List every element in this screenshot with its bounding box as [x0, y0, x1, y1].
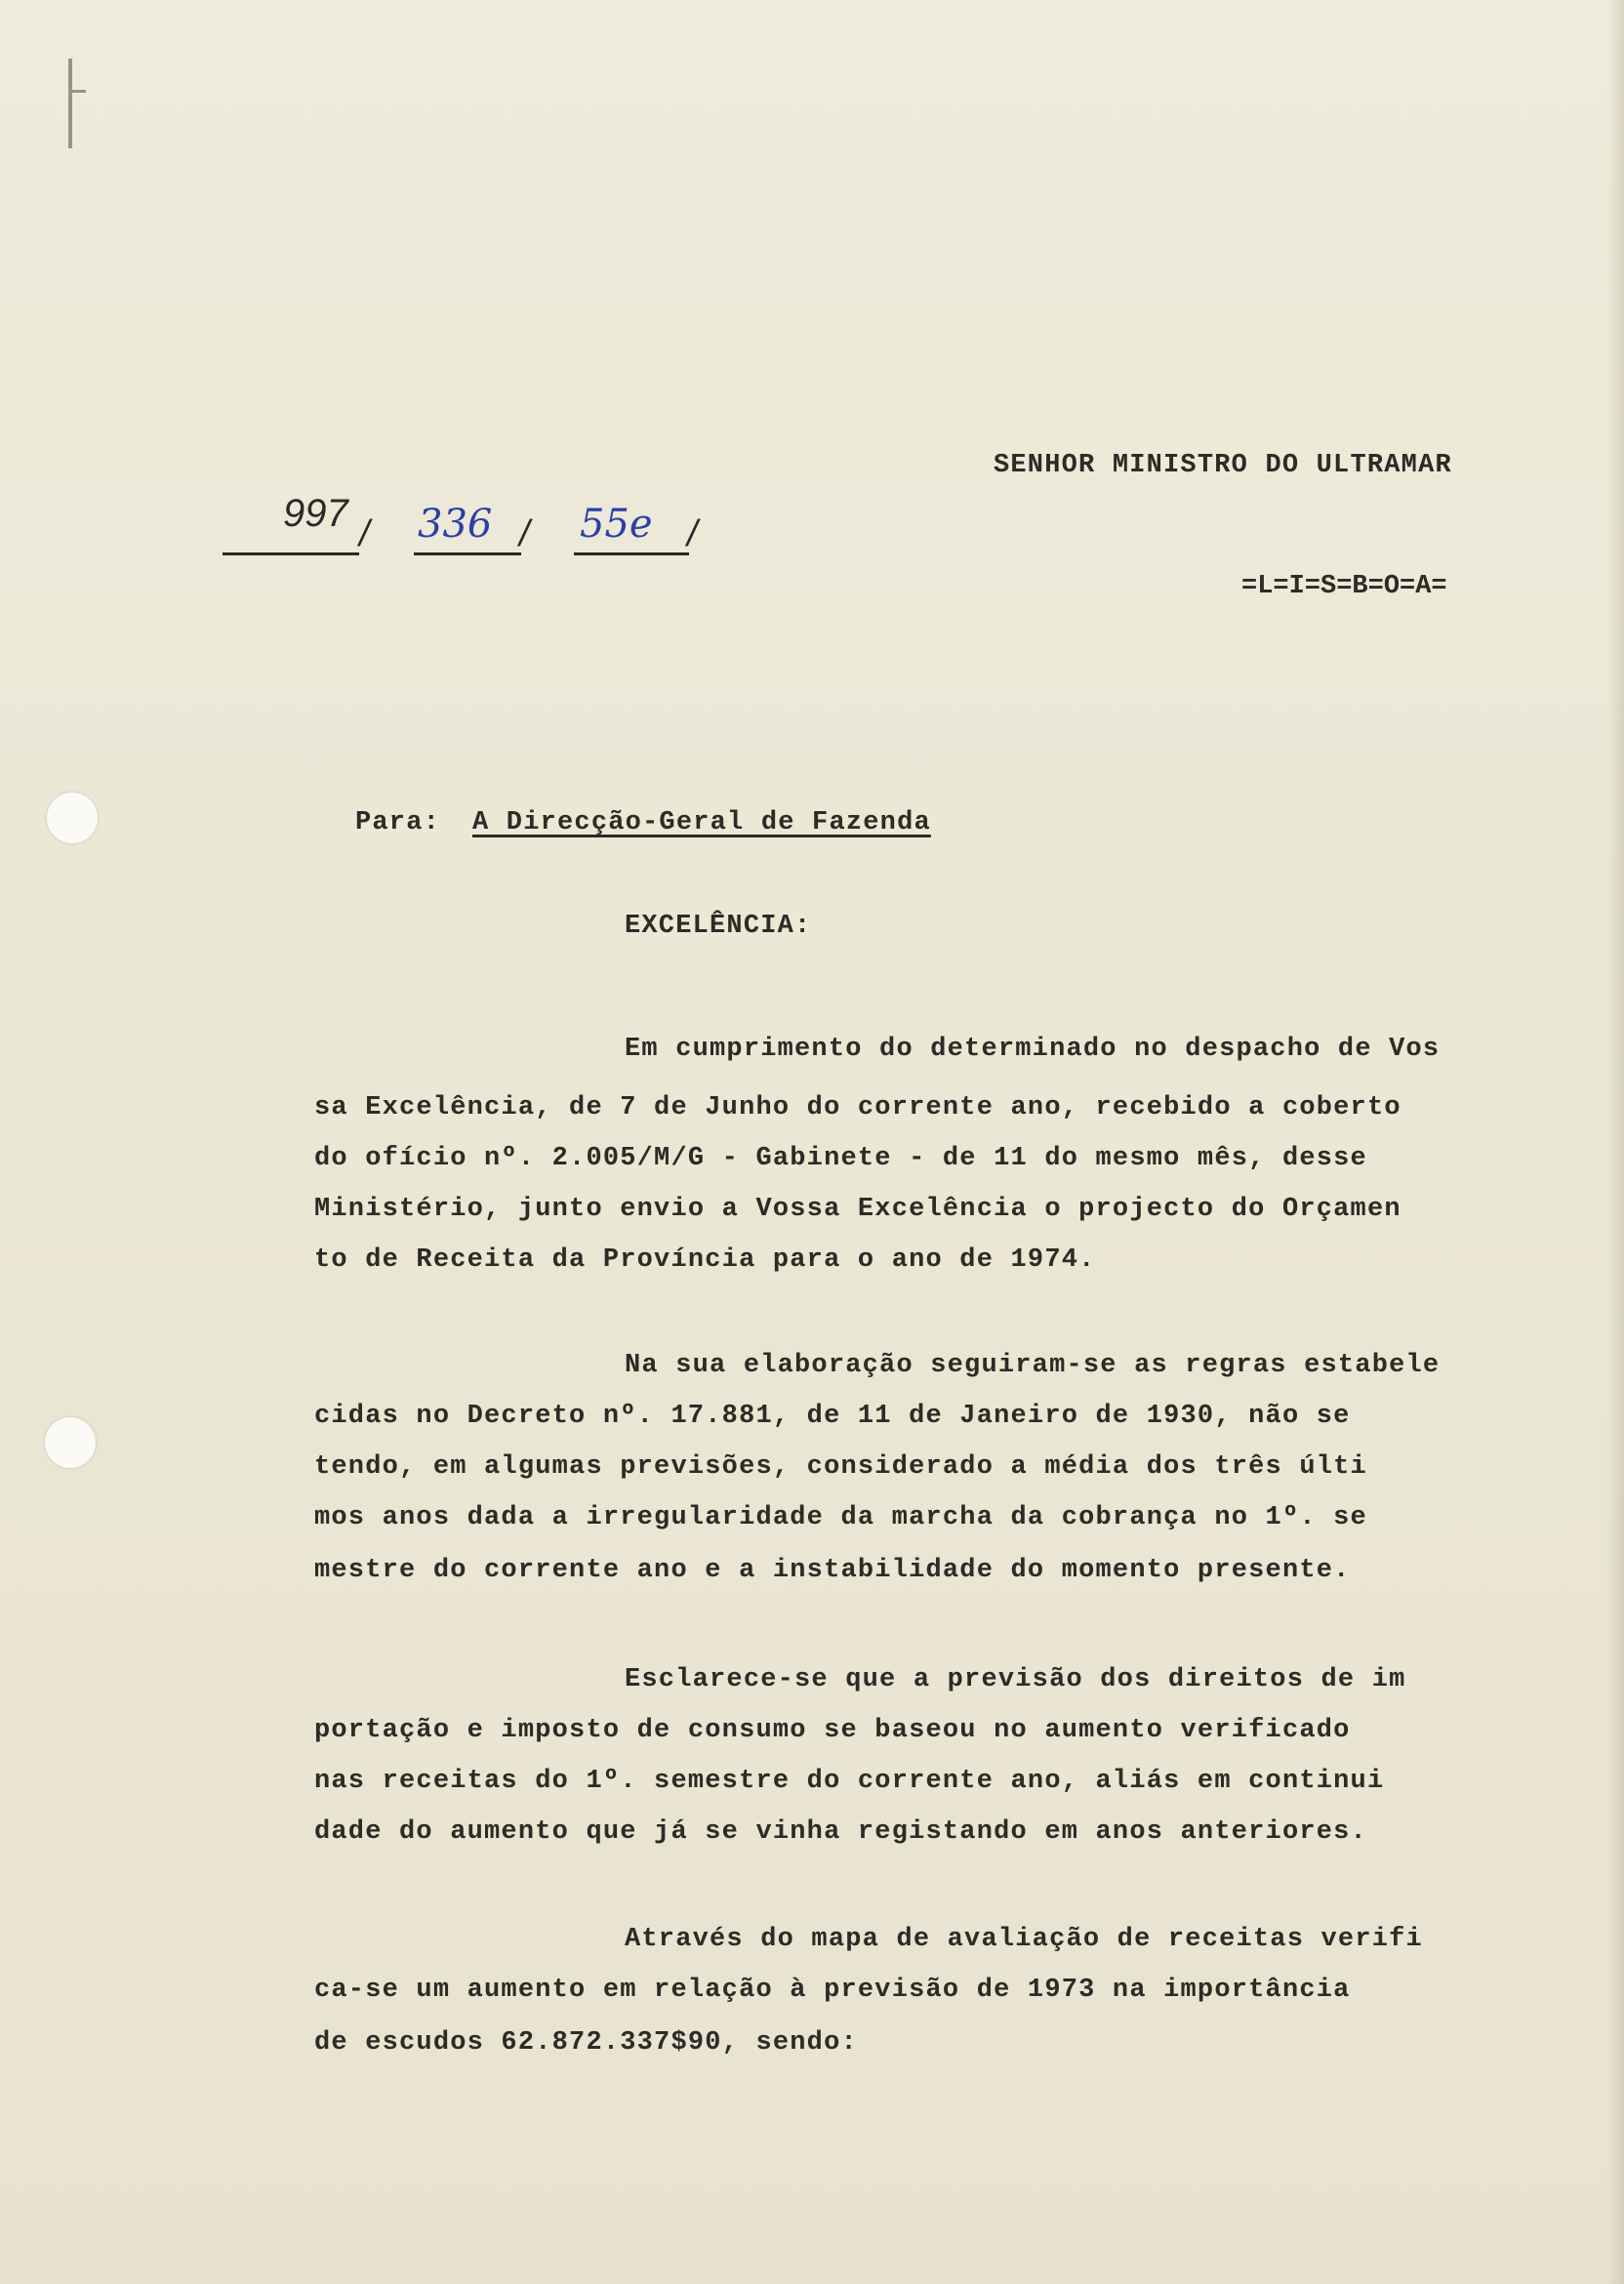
reference-rule-1	[223, 552, 359, 555]
reference-handwritten-1: 336	[418, 502, 493, 547]
paragraph-3-line-4: dade do aumento que já se vinha registando em anos anteriores.	[314, 1817, 1367, 1847]
reference-slash-1: /	[359, 513, 370, 554]
paragraph-4-line-3: de escudos 62.872.337$90, sendo:	[314, 2028, 858, 2058]
paragraph-2-line-3: tendo, em algumas previsões, considerado a média dos três últi	[314, 1452, 1367, 1482]
reference-slash-3: /	[687, 513, 698, 554]
salutation: EXCELÊNCIA:	[625, 912, 812, 941]
paragraph-2-line-5: mestre do corrente ano e a instabilidade do momento presente.	[314, 1556, 1351, 1585]
punch-hole-bottom	[45, 1417, 96, 1468]
reference-slash-2: /	[519, 513, 530, 554]
recipient-heading: SENHOR MINISTRO DO ULTRAMAR	[994, 451, 1452, 480]
para-destination: A Direcção-Geral de Fazenda	[472, 808, 931, 837]
paragraph-3-line-2: portação e imposto de consumo se baseou no aumento verificado	[314, 1716, 1351, 1745]
paragraph-2-line-1: Na sua elaboração seguiram-se as regras estabele	[625, 1351, 1441, 1380]
paragraph-4-line-2: ca-se um aumento em relação à previsão de 1973 na importância	[314, 1976, 1351, 2005]
paragraph-2-line-4: mos anos dada a irregularidade da marcha da cobrança no 1º. se	[314, 1503, 1367, 1532]
punch-hole-top	[47, 793, 98, 843]
staple-mark-tick	[70, 90, 86, 93]
page-edge-shadow	[1606, 0, 1624, 2284]
reference-numbers	[223, 488, 710, 576]
paragraph-1-line-4: Ministério, junto envio a Vossa Excelência o projecto do Orçamen	[314, 1195, 1401, 1224]
paragraph-1-line-2: sa Excelência, de 7 de Junho do corrente ano, recebido a coberto	[314, 1093, 1401, 1122]
paragraph-1-line-3: do ofício nº. 2.005/M/G - Gabinete - de 11 do mesmo mês, desse	[314, 1144, 1367, 1173]
staple-mark	[68, 59, 72, 148]
reference-typed-number: 997	[283, 492, 348, 535]
paragraph-3-line-3: nas receitas do 1º. semestre do corrente ano, aliás em continui	[314, 1767, 1385, 1796]
paragraph-1-line-1: Em cumprimento do determinado no despacho de Vos	[625, 1035, 1441, 1064]
paragraph-1-line-5: to de Receita da Província para o ano de 1974.	[314, 1245, 1096, 1275]
reference-rule-2	[414, 552, 521, 555]
paragraph-4-line-1: Através do mapa de avaliação de receitas verifi	[625, 1925, 1423, 1954]
reference-rule-3	[574, 552, 689, 555]
paragraph-3-line-1: Esclarece-se que a previsão dos direitos de im	[625, 1665, 1406, 1694]
reference-handwritten-2: 55e	[580, 502, 653, 547]
para-label: Para:	[355, 808, 441, 837]
paragraph-2-line-2: cidas no Decreto nº. 17.881, de 11 de Janeiro de 1930, não se	[314, 1402, 1351, 1431]
city-line: =L=I=S=B=O=A=	[1241, 572, 1447, 601]
